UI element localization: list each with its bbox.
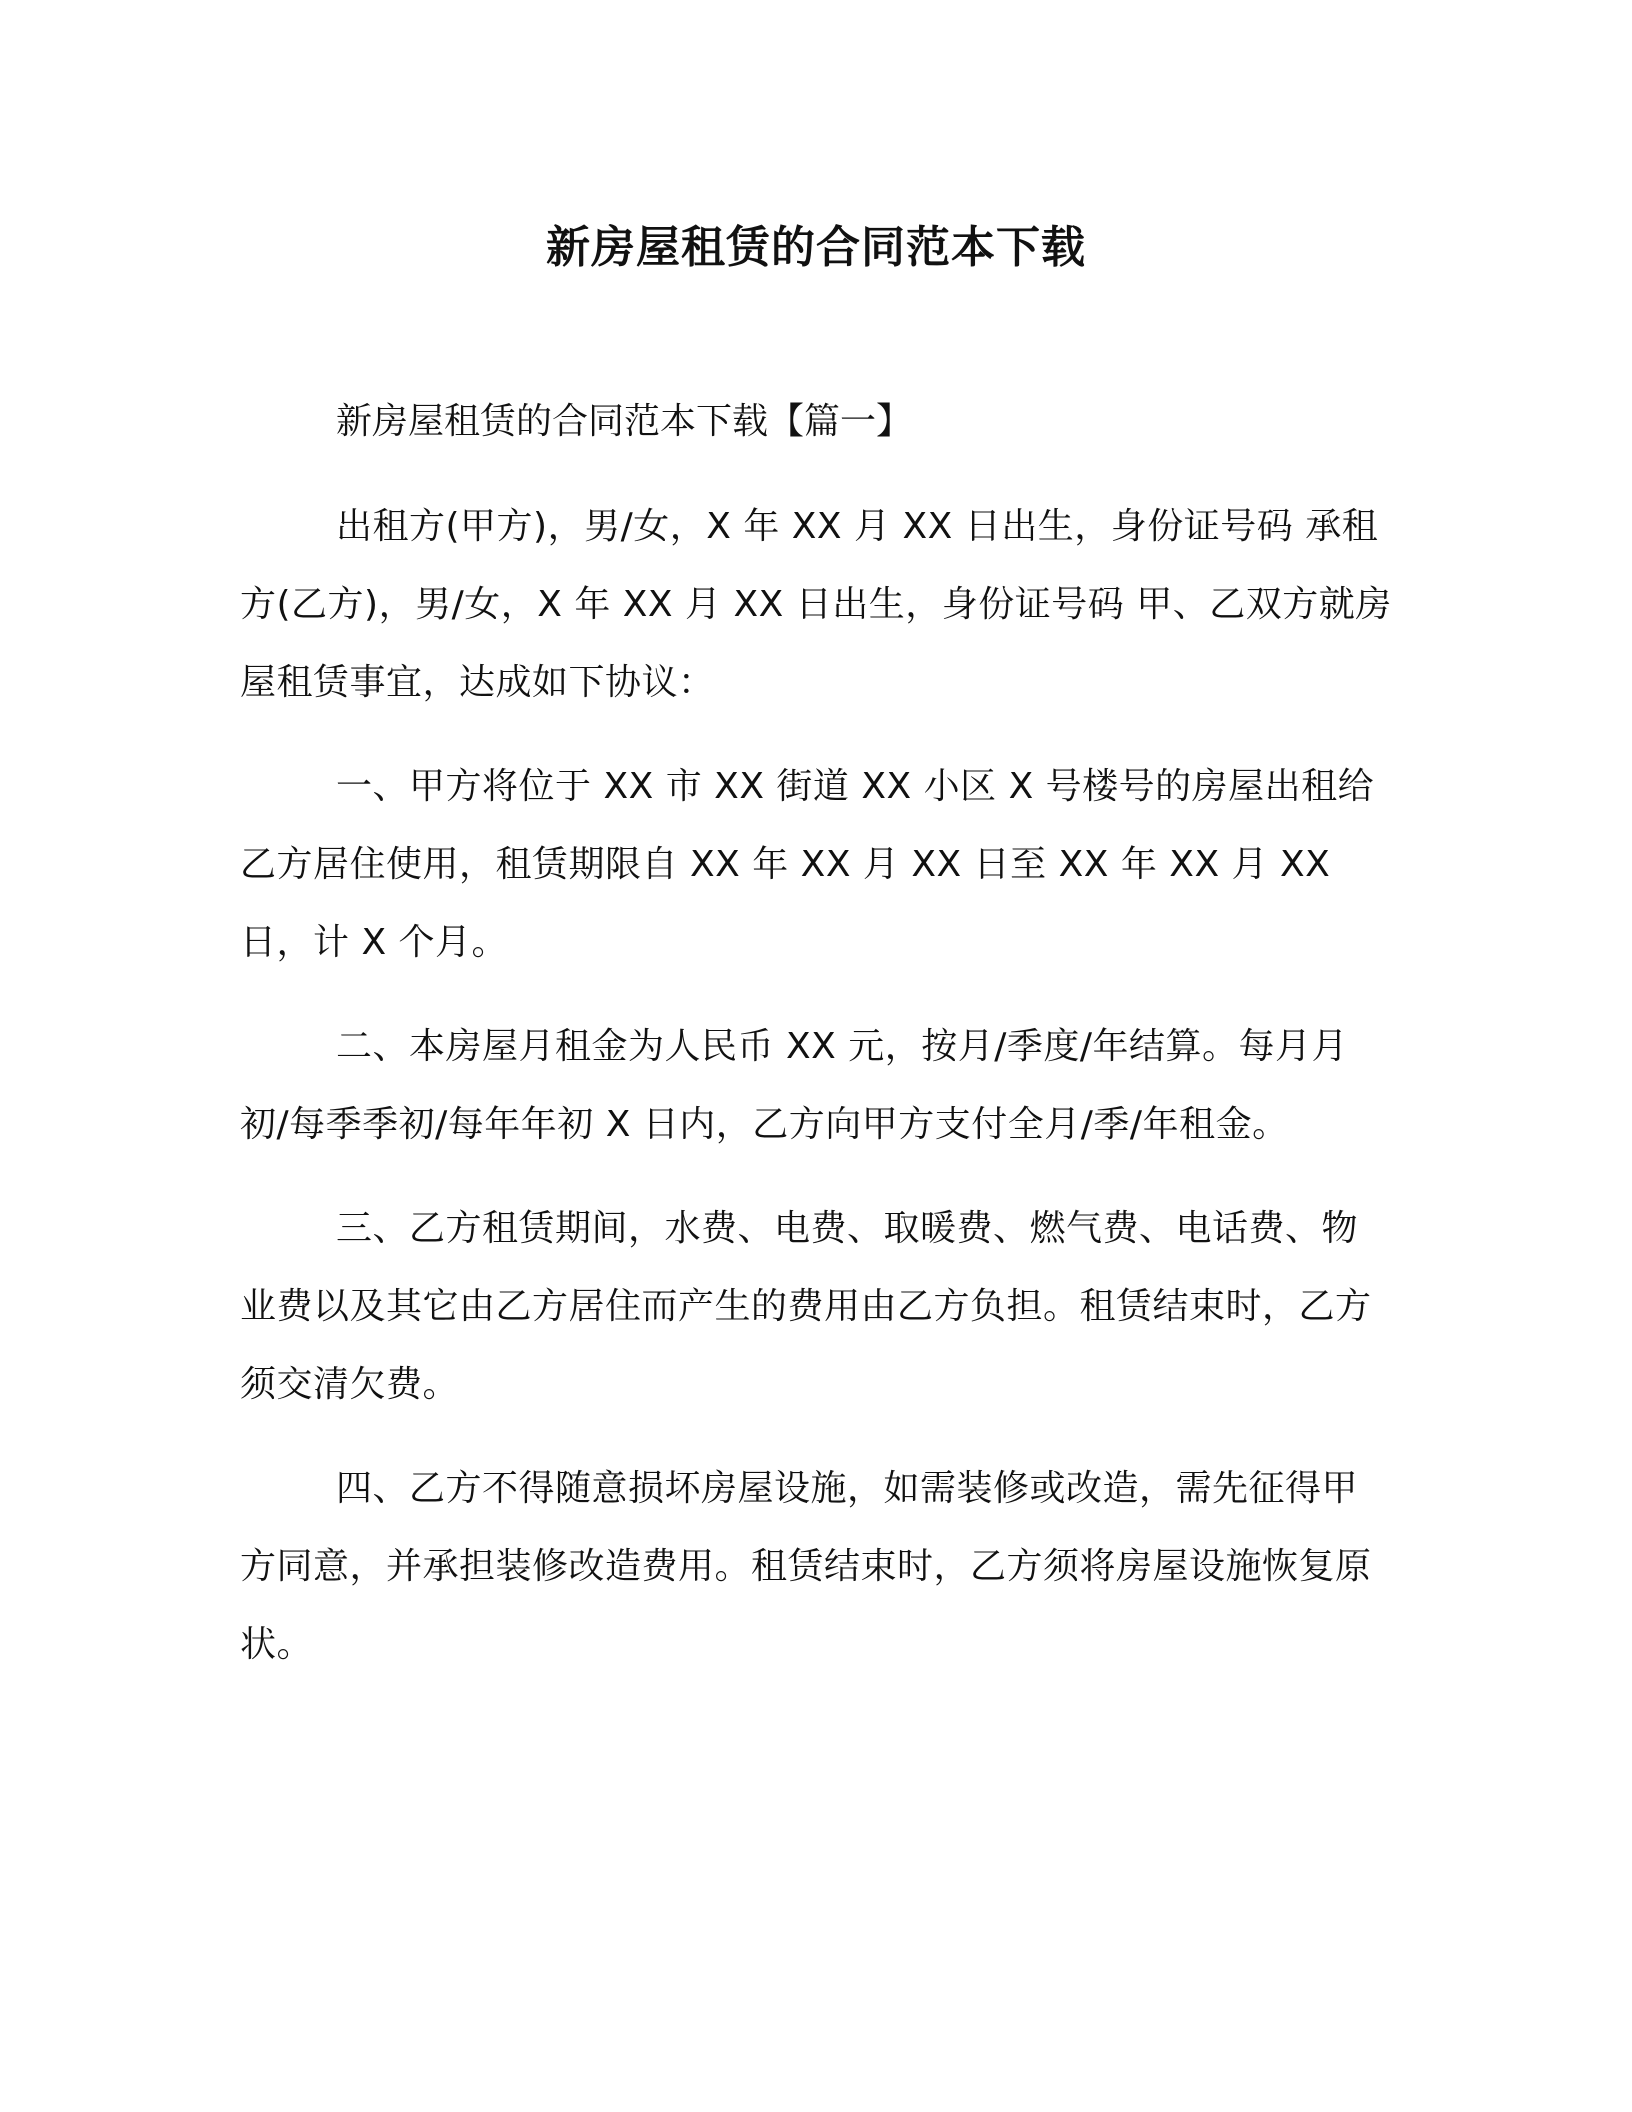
paragraph-clause-2: 二、本房屋月租金为人民币 XX 元，按月/季度/年结算。每月月初/每季季初/每年年初 X 日内，乙方向甲方支付全月/季/年租金。: [240, 1026, 1348, 1145]
paragraph-clause-4: 四、乙方不得随意损坏房屋设施，如需装修或改造，需先征得甲方同意，并承担装修改造费用。租赁结束时，乙方须将房屋设施恢复原状。: [240, 1468, 1372, 1665]
section-heading: 新房屋租赁的合同范本下载【篇一】: [336, 401, 913, 442]
document-title: 新房屋租赁的合同范本下载: [546, 222, 1086, 273]
paragraph-clause-1: 一、甲方将位于 XX 市 XX 街道 XX 小区 X 号楼号的房屋出租给乙方居住使用，租赁期限自 XX 年 XX 月 XX 日至 XX 年 XX 月 XX 日，计 X 个月。: [240, 766, 1375, 963]
paragraph-clause-3: 三、乙方租赁期间，水费、电费、取暖费、燃气费、电话费、物业费以及其它由乙方居住而产生的费用由乙方负担。租赁结束时，乙方须交清欠费。: [240, 1208, 1372, 1405]
paragraph-parties: 出租方(甲方)，男/女，X 年 XX 月 XX 日出生，身份证号码 承租方(乙方)，男/女，X 年 XX 月 XX 日出生，身份证号码 甲、乙双方就房屋租赁事宜，达成如下协议：: [240, 506, 1392, 703]
